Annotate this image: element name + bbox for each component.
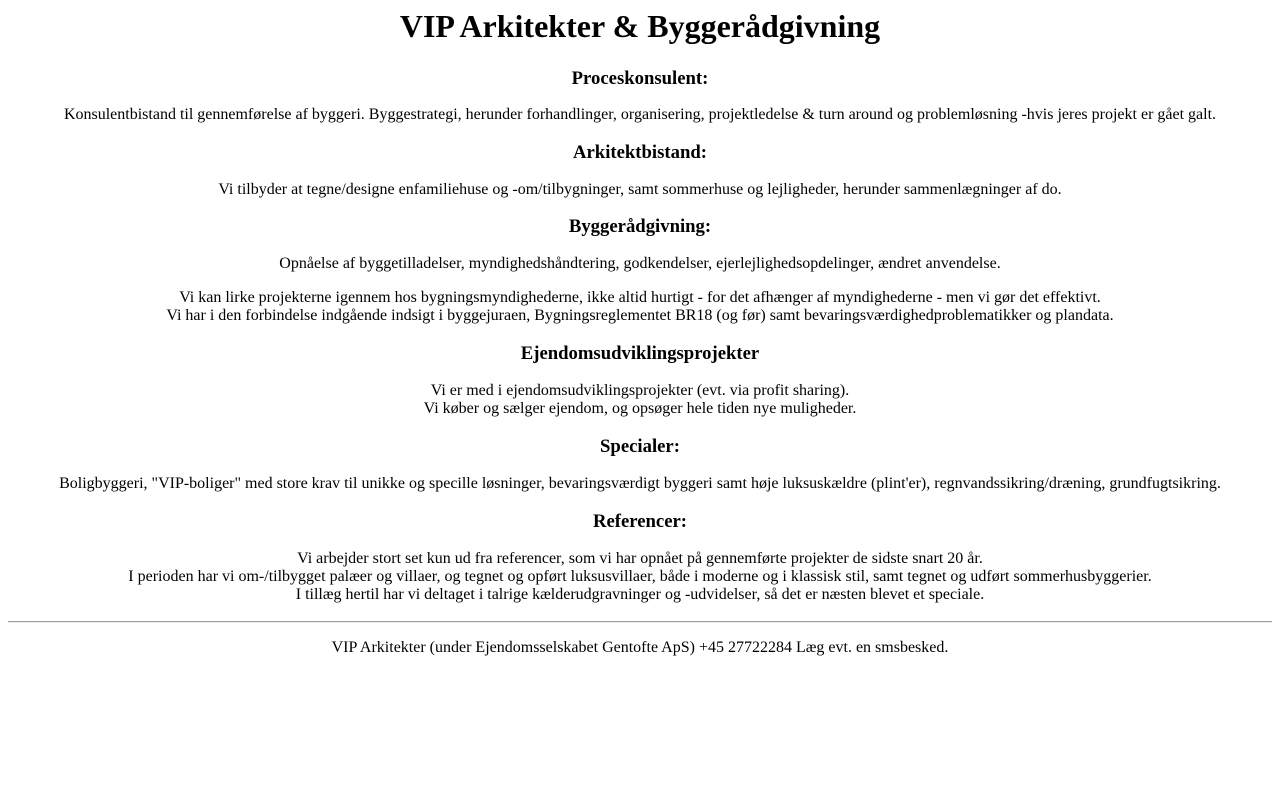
heading-byggeraadgivning: Byggerådgivning: [568, 216, 712, 237]
divider [8, 621, 1272, 623]
text-ejendomsudvikling [8, 382, 1272, 418]
footer-contact: VIP Arkitekter (under Ejendomsselskabet Gentofte ApS) +45 27722284 Læg evt. en smsbesked. [331, 639, 949, 656]
text-line: Vi er med i ejendomsudviklingsprojekter (evt. via profit sharing). [430, 382, 850, 399]
text-byggeraadgivning: Opnåelse af byggetilladelser, myndighedshåndtering, godkendelser, ejerlejlighedsopdelinger, ændret anvendelse. [279, 255, 1001, 272]
text-proceskonsulent: Konsulentbistand til gennemførelse af byggeri. Byggestrategi, herunder forhandlinger, organisering, projektledelse & turn around og problemløsning -hvis jeres projekt er gået galt. [63, 106, 1217, 123]
text-specialer: Boligbyggeri, "VIP-boliger" med store krav til unikke og specille løsninger, bevaringsværdigt byggeri samt høje luksuskældre (plint'er), regnvandssikring/dræning, grundfugtsikring. [59, 475, 1221, 492]
text-line: I tillæg hertil har vi deltaget i talrige kælderudgravninger og -udvidelser, så det er næsten blevet et speciale. [295, 586, 985, 603]
heading-ejendomsudvikling: Ejendomsudviklingsprojekter [520, 343, 760, 364]
text-line: I perioden har vi om-/tilbygget palæer og villaer, og tegnet og opført luksusvillaer, både i moderne og i klassisk stil, samt tegnet og udført sommerhusbyggerier. [128, 568, 1152, 585]
text-arkitektbistand: Vi tilbyder at tegne/designe enfamiliehuse og -om/tilbygninger, samt sommerhuse og lejligheder, herunder sammenlægninger af do. [218, 181, 1062, 198]
text-line: Vi køber og sælger ejendom, og opsøger hele tiden nye muligheder. [423, 400, 857, 417]
heading-referencer: Referencer: [592, 511, 688, 532]
text-line: Vi kan lirke projekterne igennem hos bygningsmyndighederne, ikke altid hurtigt - for det afhænger af myndighederne - men vi gør det effektivt. [179, 289, 1101, 306]
text-referencer [8, 550, 1272, 604]
heading-arkitektbistand: Arkitektbistand: [573, 142, 707, 163]
text-line: Vi arbejder stort set kun ud fra referencer, som vi har opnået på gennemførte projekter de sidste snart 20 år. [297, 550, 983, 567]
page-title: VIP Arkitekter & Byggerådgivning [399, 8, 881, 44]
text-byggeraadgivning-details [8, 289, 1272, 325]
text-line: Vi har i den forbindelse indgående indsigt i byggejuraen, Bygningsreglementet BR18 (og før) samt bevaringsværdighedproblematikker og plandata. [166, 307, 1114, 324]
page [0, 7, 1280, 657]
heading-specialer: Specialer: [600, 436, 680, 457]
heading-proceskonsulent: Proceskonsulent: [571, 68, 709, 89]
